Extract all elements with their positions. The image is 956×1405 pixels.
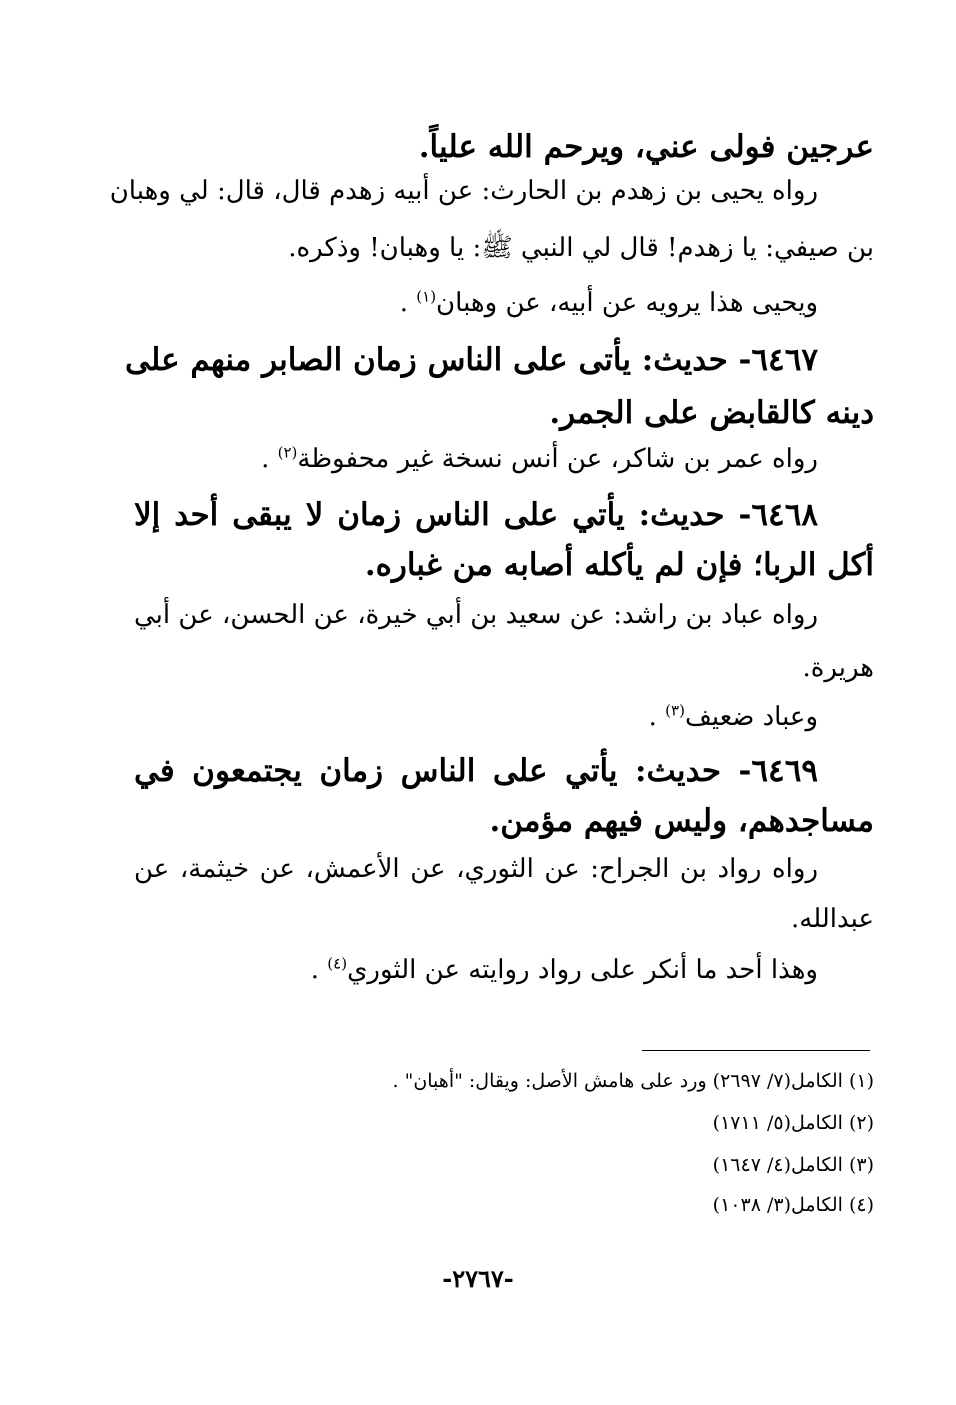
- footnote-ref-3: (٣): [665, 701, 685, 720]
- footnote-2: (٢) الكامل(٥/ ١٧١١): [712, 1112, 874, 1134]
- text-line-1: عرجين فولى عني، ويرحم الله علياً.: [418, 129, 874, 165]
- hadith-6467-continuation: دينه كالقابض على الجمر.: [549, 395, 874, 431]
- text-line-12: [134, 701, 874, 732]
- text-line-2: رواه يحيى بن زهدم بن الحارث: عن أبيه زهدم قال، قال: لي وهبان: [109, 176, 818, 206]
- text-line-16: عبدالله.: [791, 904, 874, 934]
- hadith-6468-heading: ٦٤٦٨- حديث: يأتي على الناس زمان لا يبقى أحد إلا: [134, 497, 818, 533]
- footnote-ref-4: (٤): [327, 954, 348, 973]
- text-line-4-body: ويحيى هذا يرويه عن أبيه، عن وهبان: [436, 288, 818, 318]
- text-line-4: [134, 287, 874, 318]
- footnote-separator: [642, 1050, 870, 1051]
- text-line-7: [134, 443, 874, 474]
- text-line-15: رواه رواد بن الجراح: عن الثوري، عن الأعمش، عن خيثمة، عن: [134, 854, 818, 884]
- footnote-ref-1: (١): [416, 287, 437, 306]
- footnote-ref-2: (٢): [277, 443, 298, 462]
- line-end-dot-4: .: [310, 955, 320, 985]
- footnote-3: (٣) الكامل(٤/ ١٦٤٧): [712, 1154, 874, 1176]
- footnote-1: (١) الكامل(٧/ ٢٦٩٧) ورد على هامش الأصل: ويقال: "أهبان" .: [392, 1070, 874, 1092]
- hadith-6469-heading: ٦٤٦٩- حديث: يأتي على الناس زمان يجتمعون في: [134, 753, 818, 789]
- text-line-17-body: وهذا أحد ما أنكر على رواد روايته عن الثوري: [347, 955, 818, 985]
- hadith-6469-continuation: مساجدهم، وليس فيهم مؤمن.: [489, 803, 874, 839]
- text-line-12-body: وعباد ضعيف: [684, 702, 818, 732]
- footnote-4: (٤) الكامل(٣/ ١٠٣٨): [712, 1194, 874, 1216]
- line-end-dot-1: .: [399, 288, 408, 318]
- line-end-dot-2: .: [261, 444, 270, 474]
- hadith-6467-heading: ٦٤٦٧- حديث: يأتى على الناس زمان الصابر منهم على: [125, 342, 818, 378]
- text-line-11: هريرة.: [802, 653, 874, 683]
- page-number: -٢٧٦٧-: [442, 1264, 514, 1293]
- text-line-17: [134, 954, 874, 985]
- text-line-10: رواه عباد بن راشد: عن سعيد بن أبي خيرة، عن الحسن، عن أبي: [134, 600, 818, 630]
- text-line-3: بن صيفي: يا زهدم! قال لي النبي ﷺ: يا وهبان! وذكره.: [288, 233, 874, 263]
- text-line-7-body: رواه عمر بن شاكر، عن أنس نسخة غير محفوظة: [297, 444, 818, 474]
- line-end-dot-3: .: [648, 702, 657, 732]
- hadith-6468-continuation: أكل الربا؛ فإن لم يأكله أصابه من غباره.: [364, 547, 874, 583]
